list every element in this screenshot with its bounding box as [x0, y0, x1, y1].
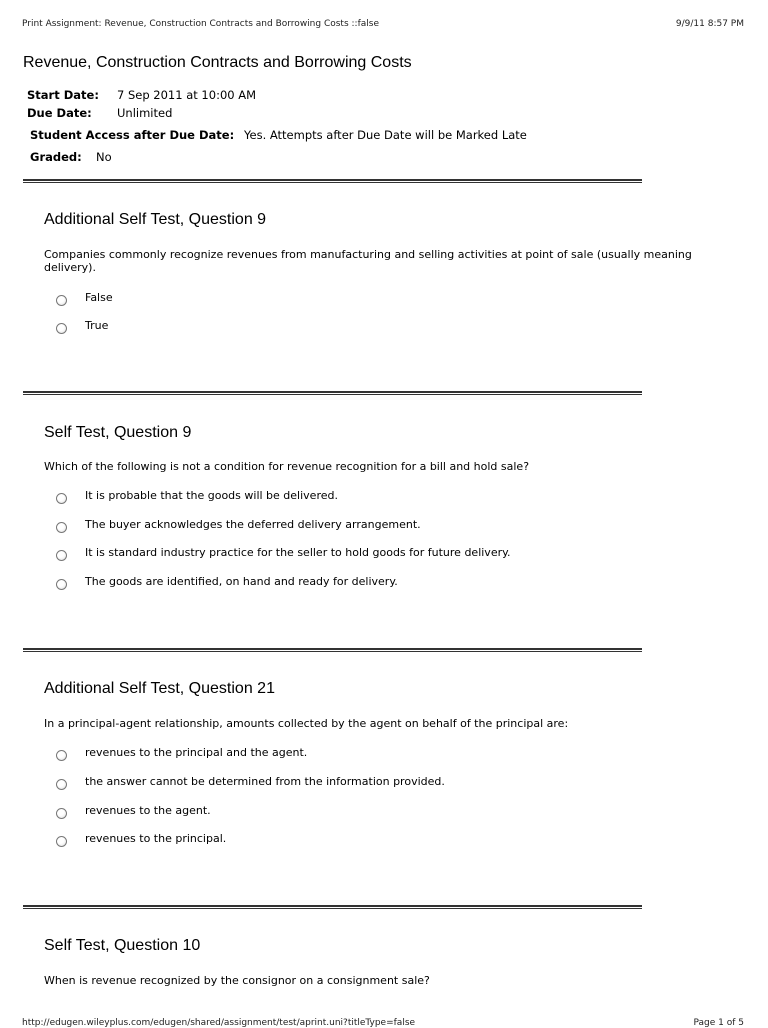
option-label: The buyer acknowledges the deferred delivery arrangement. [85, 518, 421, 531]
radio-button[interactable] [56, 836, 67, 847]
option-label: The goods are identified, on hand and ready for delivery. [85, 575, 398, 588]
question-title: Additional Self Test, Question 9 [44, 211, 267, 228]
meta-student-access [30, 128, 527, 142]
meta-label: Start Date: [27, 88, 99, 102]
question-text: Which of the following is not a condition for revenue recognition for a bill and hold sale? [44, 460, 530, 473]
meta-due-date [27, 106, 173, 120]
meta-value: Unlimited [117, 106, 173, 120]
print-footer-page: Page 1 of 5 [693, 1018, 744, 1028]
meta-value: Yes. Attempts after Due Date will be Marked Late [244, 128, 527, 142]
assignment-title: Revenue, Construction Contracts and Borrowing Costs [23, 54, 412, 71]
radio-button[interactable] [56, 779, 67, 790]
print-header-title: Print Assignment: Revenue, Construction Contracts and Borrowing Costs ::false [22, 19, 379, 29]
section-divider [23, 179, 642, 183]
meta-label: Student Access after Due Date: [30, 128, 235, 142]
radio-button[interactable] [56, 323, 67, 334]
question-text: In a principal-agent relationship, amounts collected by the agent on behalf of the principal are: [44, 717, 569, 730]
question-title: Self Test, Question 10 [44, 937, 201, 954]
meta-value: No [96, 150, 112, 164]
question-text: Companies commonly recognize revenues from manufacturing and selling activities at point of sale (usually meaning delivery). [44, 248, 692, 274]
radio-button[interactable] [56, 750, 67, 761]
print-footer-url[interactable]: http://edugen.wileyplus.com/edugen/shared/assignment/test/aprint.uni?titleType=false [22, 1018, 416, 1028]
radio-button[interactable] [56, 522, 67, 533]
section-divider [23, 648, 642, 652]
question-title: Self Test, Question 9 [44, 424, 192, 441]
option-label: revenues to the principal and the agent. [85, 746, 308, 759]
print-header-datetime: 9/9/11 8:57 PM [675, 19, 744, 29]
meta-label: Due Date: [27, 106, 92, 120]
radio-button[interactable] [56, 493, 67, 504]
option-label: revenues to the agent. [85, 804, 211, 817]
option-label: True [85, 319, 109, 332]
option-label: It is probable that the goods will be delivered. [85, 489, 338, 502]
meta-start-date [27, 88, 257, 102]
radio-button[interactable] [56, 550, 67, 561]
meta-graded [30, 150, 112, 164]
option-label: False [85, 291, 113, 304]
radio-button[interactable] [56, 295, 67, 306]
meta-label: Graded: [30, 150, 82, 164]
option-label: the answer cannot be determined from the information provided. [85, 775, 445, 788]
question-text: When is revenue recognized by the consignor on a consignment sale? [44, 974, 430, 987]
option-label: revenues to the principal. [85, 832, 227, 845]
question-title: Additional Self Test, Question 21 [44, 680, 275, 697]
section-divider [23, 391, 642, 395]
radio-button[interactable] [56, 579, 67, 590]
section-divider [23, 905, 642, 909]
meta-value: 7 Sep 2011 at 10:00 AM [117, 88, 257, 102]
option-label: It is standard industry practice for the seller to hold goods for future delivery. [85, 546, 511, 559]
radio-button[interactable] [56, 808, 67, 819]
